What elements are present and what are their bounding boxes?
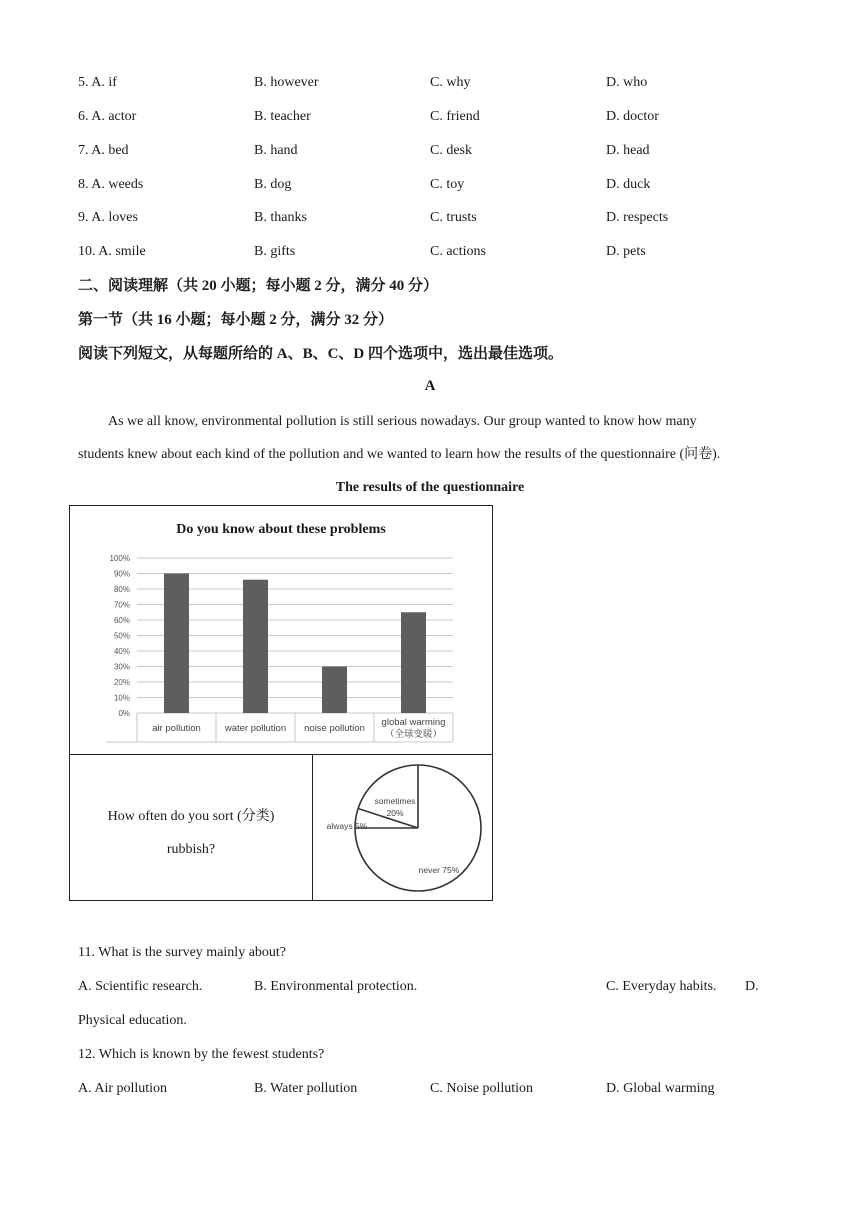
option-b: B. hand [254, 143, 298, 158]
option-c: C. desk [430, 143, 472, 158]
y-tick-label: 10% [113, 693, 130, 703]
option-d-text: Physical education. [78, 1013, 187, 1028]
y-tick-label: 100% [109, 554, 130, 563]
option-a: 6. A. actor [78, 109, 137, 124]
y-tick-label: 20% [113, 678, 130, 687]
option-d-letter: D. [745, 979, 759, 994]
subsection-heading: 第一节（共 16 小题；每小题 2 分，满分 32 分） [78, 312, 394, 328]
option-d: D. who [606, 75, 648, 90]
bar [322, 667, 347, 714]
passage-line-1: As we all know, environmental pollution is still serious nowadays. Our group wanted to know how many [108, 414, 697, 429]
option-b: B. Water pollution [254, 1081, 358, 1096]
cloze-question-6 [78, 107, 778, 127]
y-tick-label: 90% [113, 569, 130, 579]
option-b: B. however [254, 75, 319, 90]
option-a: 9. A. loves [78, 210, 138, 225]
option-b: B. gifts [254, 244, 296, 259]
option-c: C. actions [430, 244, 486, 259]
option-d: D. Global warming [606, 1081, 715, 1096]
option-d: D. doctor [606, 109, 659, 124]
pie-slice-label: never 75% [418, 865, 460, 875]
question-12-stem: 12. Which is known by the fewest students? [78, 1047, 325, 1062]
cloze-question-9 [78, 208, 778, 228]
option-b: B. dog [254, 177, 292, 192]
pie-chart [313, 755, 493, 901]
x-category-label: global warming [381, 717, 446, 728]
passage-letter: A [424, 378, 436, 394]
question-11-stem: 11. What is the survey mainly about? [78, 945, 287, 960]
x-category-label: noise pollution [304, 723, 365, 734]
pie-slice-label: sometimes [374, 796, 416, 806]
sort-question-line-1: How often do you sort (分类) [107, 809, 275, 824]
option-c: C. Noise pollution [430, 1081, 534, 1096]
section-heading: 二、阅读理解（共 20 小题；每小题 2 分，满分 40 分） [78, 278, 439, 294]
x-category-sublabel: （全球变暖） [384, 729, 443, 740]
option-a: A. Scientific research. [78, 979, 203, 994]
bar [243, 580, 268, 713]
question-12-options [78, 1079, 778, 1099]
option-d: D. duck [606, 177, 651, 192]
chart-title: Do you know about these problems [176, 522, 386, 537]
instructions: 阅读下列短文，从每题所给的 A、B、C、D 四个选项中，选出最佳选项。 [78, 346, 564, 362]
x-category-label: water pollution [224, 723, 287, 734]
option-d: D. pets [606, 244, 646, 259]
option-c: C. toy [430, 177, 465, 192]
option-a: 5. A. if [78, 75, 117, 90]
option-c: C. why [430, 75, 471, 90]
question-11-options [78, 977, 778, 997]
option-b: B. teacher [254, 109, 311, 124]
option-c: C. friend [430, 109, 480, 124]
option-b: B. thanks [254, 210, 307, 225]
option-d: D. respects [606, 210, 669, 225]
cloze-question-5 [78, 73, 778, 93]
option-d: D. head [606, 143, 650, 158]
cloze-question-10 [78, 242, 778, 262]
sort-question-line-2: rubbish? [166, 842, 216, 857]
figure-caption: The results of the questionnaire [335, 480, 525, 495]
y-tick-label: 50% [113, 631, 130, 641]
option-c: C. trusts [430, 210, 477, 225]
y-tick-label: 60% [113, 616, 130, 625]
y-tick-label: 30% [113, 662, 130, 672]
cloze-question-7 [78, 141, 778, 161]
cloze-question-8 [78, 175, 778, 195]
x-category-label: air pollution [152, 723, 201, 734]
option-a: 10. A. smile [78, 244, 146, 259]
bar-chart [70, 506, 492, 754]
pie-slice-label: always 5% [326, 821, 368, 831]
y-tick-label: 40% [113, 647, 130, 656]
option-b: B. Environmental protection. [254, 979, 418, 994]
passage-line-2: students knew about each kind of the pollution and we wanted to learn how the results of the questionnaire (问卷). [78, 447, 721, 462]
y-tick-label: 0% [118, 709, 130, 718]
pie-slice-value: 20% [386, 808, 404, 818]
bar [164, 574, 189, 714]
option-a: A. Air pollution [78, 1081, 168, 1096]
option-c: C. Everyday habits. [606, 979, 717, 994]
option-a: 8. A. weeds [78, 177, 144, 192]
y-tick-label: 80% [113, 585, 130, 594]
questionnaire-figure [69, 505, 493, 901]
sort-question [70, 800, 312, 866]
y-tick-label: 70% [113, 600, 130, 610]
bar [401, 612, 426, 713]
option-a: 7. A. bed [78, 143, 129, 158]
